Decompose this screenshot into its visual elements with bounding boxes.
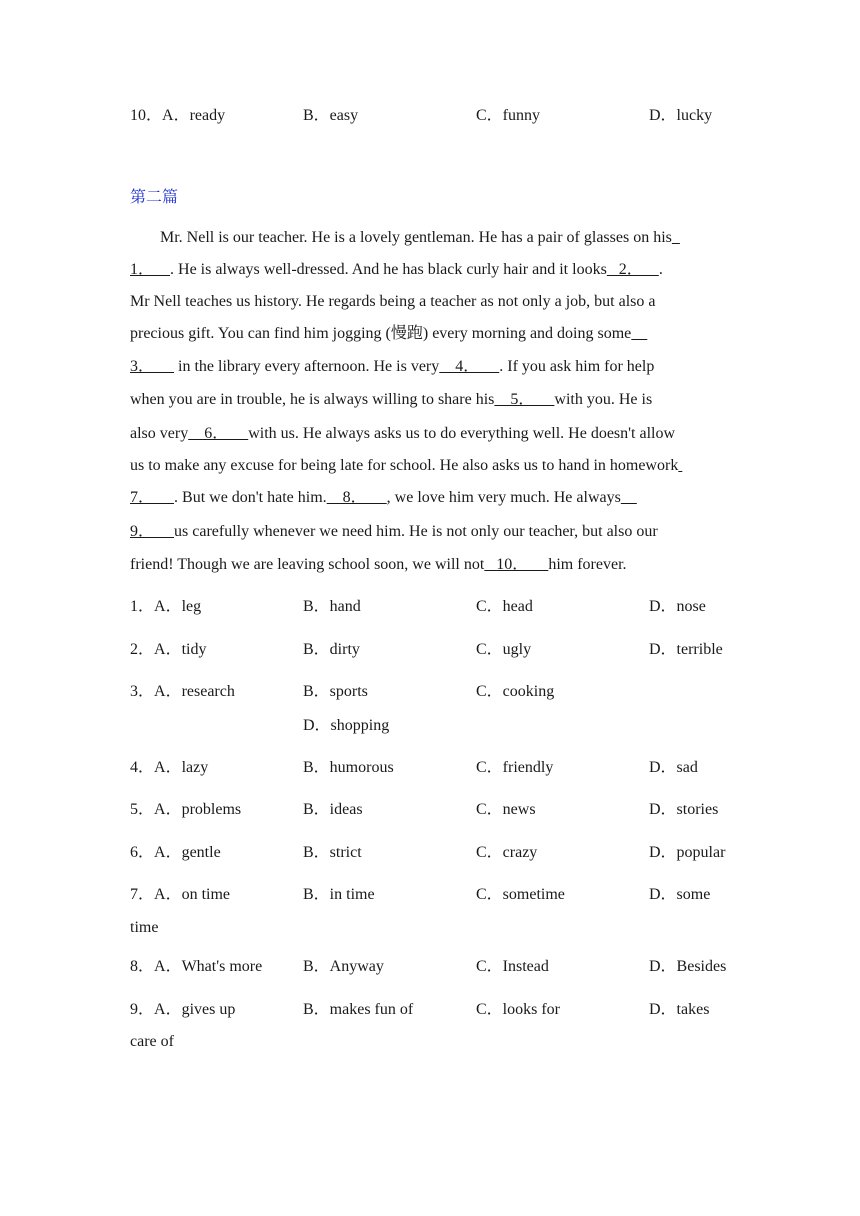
question-number: 1． <box>130 598 155 615</box>
option-a[interactable]: A．gentle <box>154 844 221 861</box>
option-c[interactable]: C．ugly <box>476 641 532 658</box>
question-number: 3． <box>130 683 155 700</box>
option-d[interactable]: D．Besides <box>649 958 727 975</box>
option-a[interactable]: A．leg <box>154 598 202 615</box>
option-d[interactable]: D．some <box>649 886 711 903</box>
option-c[interactable]: C．cooking <box>476 683 555 700</box>
blank-7: 7． <box>130 489 175 506</box>
question-7-wrap <box>130 916 750 940</box>
option-b[interactable]: B．strict <box>303 844 362 861</box>
blank-8: 8． <box>326 489 387 506</box>
option-a[interactable]: A．What's more <box>154 958 263 975</box>
option-b[interactable]: B．sports <box>303 683 368 700</box>
option-d[interactable]: D．terrible <box>649 641 723 658</box>
option-a[interactable]: A．ready <box>162 107 226 124</box>
option-d[interactable]: D．nose <box>649 598 706 615</box>
question-7 <box>130 883 750 907</box>
question-3 <box>130 680 750 704</box>
option-c[interactable]: C．sometime <box>476 886 565 903</box>
passage-line: Mr. Nell is our teacher. He is a lovely gentleman. He has a pair of glasses on his <box>160 226 680 250</box>
blank-2: 2． <box>606 261 659 278</box>
blank <box>631 325 647 342</box>
question-number: 7． <box>130 886 155 903</box>
question-number: 2． <box>130 641 155 658</box>
option-d[interactable]: D．sad <box>649 759 698 776</box>
question-3-wrap <box>130 714 750 738</box>
blank-1: 1． <box>130 261 171 278</box>
blank-10: 10． <box>484 556 549 573</box>
option-d[interactable]: D．popular <box>649 844 726 861</box>
option-c[interactable]: C．friendly <box>476 759 554 776</box>
option-b[interactable]: B．humorous <box>303 759 394 776</box>
option-c[interactable]: C．funny <box>476 107 541 124</box>
option-b[interactable]: B．Anyway <box>303 958 384 975</box>
question-number: 10． <box>130 107 163 124</box>
question-9-wrap <box>130 1030 750 1054</box>
question-8 <box>130 955 750 979</box>
question-4 <box>130 756 750 780</box>
passage-line: 1． . He is always well-dressed. And he has black curly hair and it looks 2． . <box>130 261 663 278</box>
question-1 <box>130 595 750 619</box>
question-number: 8． <box>130 958 155 975</box>
blank <box>678 457 682 474</box>
option-b[interactable]: B．in time <box>303 886 375 903</box>
question-6 <box>130 841 750 865</box>
option-b[interactable]: B．easy <box>303 107 359 124</box>
blank-9: 9． <box>130 523 175 540</box>
passage-line: also very 6． with us. He always asks us to do everything well. He doesn't allow <box>130 425 676 442</box>
option-c[interactable]: C．looks for <box>476 1001 561 1018</box>
passage-line: precious gift. You can find him jogging (慢跑) every morning and doing some <box>130 322 647 346</box>
option-b[interactable]: B．hand <box>303 598 361 615</box>
option-d[interactable]: D．lucky <box>649 107 713 124</box>
option-c[interactable]: C．head <box>476 598 533 615</box>
question-number: 9． <box>130 1001 155 1018</box>
passage-line: 7． . But we don't hate him. 8． , we love him very much. He always <box>130 486 637 510</box>
passage-line: Mr Nell teaches us history. He regards being a teacher as not only a job, but also a <box>130 293 656 310</box>
option-a[interactable]: A．gives up <box>154 1001 236 1018</box>
option-b[interactable]: B．ideas <box>303 801 363 818</box>
option-a[interactable]: A．tidy <box>154 641 207 658</box>
question-number: 6． <box>130 844 155 861</box>
option-c[interactable]: C．crazy <box>476 844 538 861</box>
passage-line: 9． us carefully whenever we need him. He is not only our teacher, but also our <box>130 523 658 540</box>
option-b[interactable]: B．makes fun of <box>303 1001 414 1018</box>
blank-6: 6． <box>188 425 249 442</box>
option-d-wrap: care of <box>130 1033 174 1050</box>
question-number: 5． <box>130 801 155 818</box>
option-a[interactable]: A．problems <box>154 801 242 818</box>
passage-line: friend! Though we are leaving school soon, we will not 10． him forever. <box>130 556 627 573</box>
option-a[interactable]: A．on time <box>154 886 231 903</box>
question-5 <box>130 798 750 822</box>
option-b[interactable]: B．dirty <box>303 641 360 658</box>
blank-3: 3． <box>130 358 175 375</box>
option-d[interactable]: D．stories <box>649 801 719 818</box>
option-a[interactable]: A．lazy <box>154 759 209 776</box>
blank <box>672 229 680 246</box>
blank <box>621 489 637 506</box>
question-2 <box>130 638 750 662</box>
question-10-prev <box>130 104 750 128</box>
option-c[interactable]: C．Instead <box>476 958 549 975</box>
passage-line: 3． in the library every afternoon. He is very 4． . If you ask him for help <box>130 358 655 375</box>
option-d[interactable]: D．takes <box>649 1001 710 1018</box>
section-title: 第二篇 <box>130 187 179 206</box>
blank-4: 4． <box>439 358 500 375</box>
blank-5: 5． <box>494 391 555 408</box>
option-d-wrap: time <box>130 919 159 936</box>
option-d[interactable]: D．shopping <box>303 717 390 734</box>
passage-line: when you are in trouble, he is always willing to share his 5． with you. He is <box>130 391 653 408</box>
passage-line: us to make any excuse for being late for school. He also asks us to hand in homework <box>130 454 682 478</box>
question-number: 4． <box>130 759 155 776</box>
option-a[interactable]: A．research <box>154 683 235 700</box>
question-9 <box>130 998 750 1022</box>
option-c[interactable]: C．news <box>476 801 536 818</box>
